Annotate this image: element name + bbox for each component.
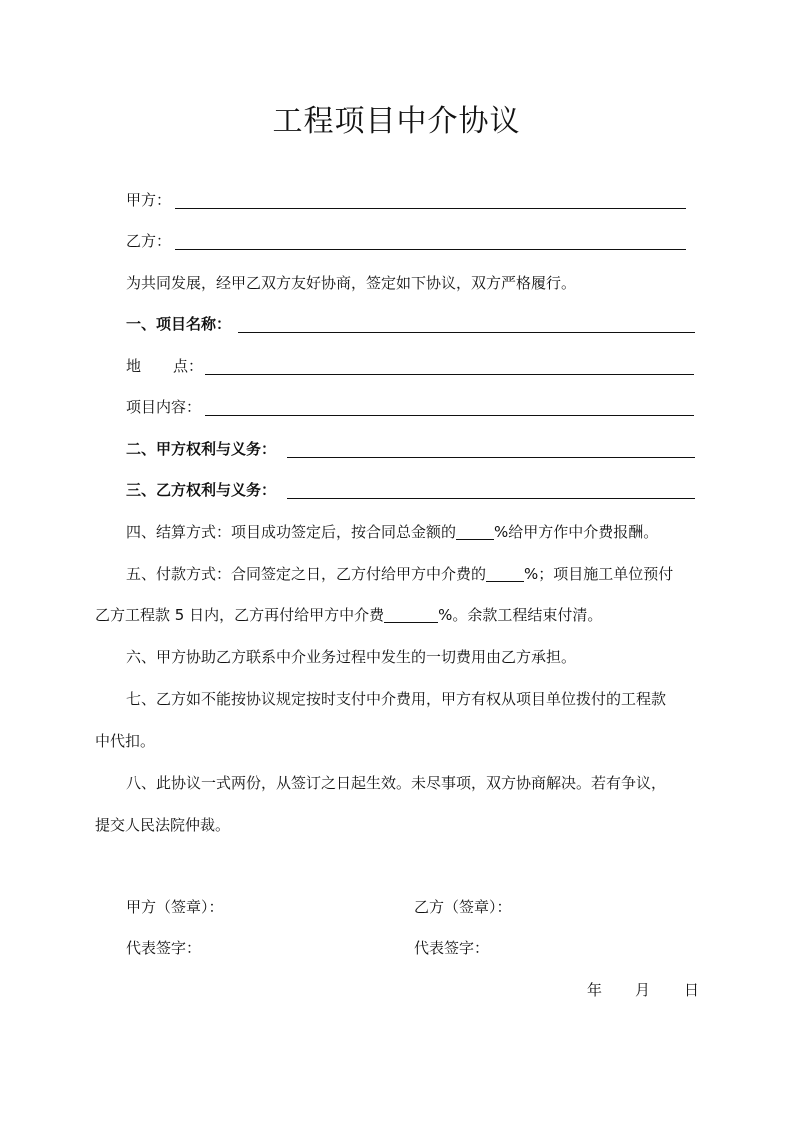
clause-4-text-a: 四、结算方式：项目成功签定后，按合同总金额的 bbox=[126, 523, 457, 541]
clause-7-line-2: 中代扣。 bbox=[95, 732, 156, 750]
date-month: 月 bbox=[635, 981, 651, 999]
clause-8-line-2: 提交人民法院仲裁。 bbox=[95, 816, 231, 834]
project-name-label: 一、项目名称： bbox=[126, 315, 232, 333]
clause-5-line-2 bbox=[95, 605, 602, 625]
clause-4 bbox=[126, 522, 658, 542]
clause-5-text-d: %。余款工程结束付清。 bbox=[438, 606, 603, 624]
party-b-label: 乙方： bbox=[126, 232, 172, 250]
party-b-representative-label: 代表签字： bbox=[414, 939, 490, 957]
second-payment-percent-field[interactable] bbox=[384, 608, 438, 623]
location-label-part2: 点： bbox=[173, 357, 204, 375]
document-title: 工程项目中介协议 bbox=[272, 104, 521, 139]
project-name-field[interactable] bbox=[238, 331, 695, 333]
party-a-label: 甲方： bbox=[126, 191, 172, 209]
settlement-percent-field[interactable] bbox=[456, 525, 494, 540]
party-a-rights-field[interactable] bbox=[287, 456, 695, 458]
party-a-representative-label: 代表签字： bbox=[126, 939, 202, 957]
clause-5-text-b: %；项目施工单位预付 bbox=[524, 565, 674, 583]
date-year: 年 bbox=[587, 981, 603, 999]
party-b-rights-label: 三、乙方权利与义务： bbox=[126, 481, 277, 499]
clause-6: 六、甲方协助乙方联系中介业务过程中发生的一切费用由乙方承担。 bbox=[126, 648, 577, 666]
clause-4-text-b: %给甲方作中介费报酬。 bbox=[494, 523, 659, 541]
clause-7-line-1: 七、乙方如不能按协议规定按时支付中介费用，甲方有权从项目单位拨付的工程款 bbox=[126, 690, 667, 708]
clause-5-text-c: 乙方工程款 5 日内，乙方再付给甲方中介费 bbox=[95, 606, 385, 624]
intro-text: 为共同发展，经甲乙双方友好协商，签定如下协议，双方严格履行。 bbox=[126, 274, 577, 292]
clause-5-text-a: 五、付款方式：合同签定之日，乙方付给甲方中介费的 bbox=[126, 565, 487, 583]
party-a-seal-label: 甲方（签章）： bbox=[126, 898, 224, 916]
clause-8-line-1: 八、此协议一式两份，从签订之日起生效。未尽事项，双方协商解决。若有争议， bbox=[126, 774, 667, 792]
project-content-label: 项目内容： bbox=[126, 398, 202, 416]
party-b-seal-label: 乙方（签章）： bbox=[414, 898, 512, 916]
location-label-part1: 地 bbox=[126, 357, 142, 375]
party-a-rights-label: 二、甲方权利与义务： bbox=[126, 440, 277, 458]
clause-5-line-1 bbox=[126, 564, 673, 584]
project-content-field[interactable] bbox=[205, 414, 694, 416]
date-day: 日 bbox=[684, 981, 700, 999]
party-b-field[interactable] bbox=[175, 248, 686, 250]
first-payment-percent-field[interactable] bbox=[486, 567, 524, 582]
party-a-field[interactable] bbox=[175, 207, 686, 209]
location-field[interactable] bbox=[205, 373, 694, 375]
party-b-rights-field[interactable] bbox=[287, 497, 695, 499]
